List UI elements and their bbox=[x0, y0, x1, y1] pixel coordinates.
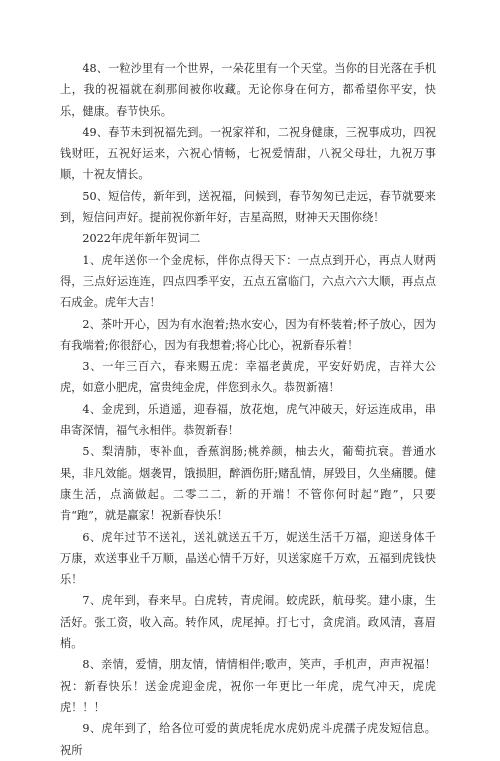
paragraph: 2、茶叶开心，因为有水泡着;热水安心，因为有杯装着;杯子放心，因为有我端着;你很舒心，因为有我想着;将心比心，祝新春乐着！ bbox=[60, 317, 436, 352]
paragraph: 49、春节未到祝福先到。一祝家祥和，二祝身健康，三祝事成功，四祝钱财旺，五祝好运来，六祝心情畅，七祝爱情甜，八祝父母壮，九祝万事顺，十祝友情长。 bbox=[60, 125, 436, 182]
paragraph: 50、短信传，新年到，送祝福，问候到，春节匆匆已走远，春节就要来到，短信问声好。提前祝你新年好，吉星高照，财神天天围你绕！ bbox=[60, 189, 436, 225]
paragraph: 8、亲情，爱情，朋友情，情情相伴;歌声，笑声，手机声，声声祝福！祝：新春快乐！送金虎迎金虎，祝你一年更比一年虎，虎气冲天，虎虎虎！！！ bbox=[60, 658, 436, 714]
paragraph: 48、一粒沙里有一个世界，一朵花里有一个天堂。当你的目光落在手机上，我的祝福就在刹那间被你收藏。无论你身在何方，都希望你平安，快乐，健康。春节快乐。 bbox=[60, 62, 436, 118]
paragraph: 1、虎年送你一个金虎标，伴你点得天下：一点点到开心，再点人财两得，三点好运连连，四点四季平安，五点五富临门，六点六六大顺，再点点石成金。虎年大吉！ bbox=[60, 253, 436, 310]
paragraph: 6、虎年过节不送礼，送礼就送五千万，妮送生活千万福，迎送身体千万康，欢送事业千万顺，晶送心情千万好，贝送家庭千万欢，五福到虎钱快乐！ bbox=[60, 530, 436, 587]
paragraph: 3、一年三百六，春来赐五虎：幸福老黄虎，平安好奶虎，吉祥大公虎，如意小肥虎，富贵纯金虎，伴您到永久。恭贺新禧！ bbox=[60, 360, 436, 395]
section-title: 2022年虎年新年贺词二 bbox=[82, 232, 201, 246]
paragraph: 7、虎年到，春来早。白虎转，青虎闹。蛟虎跃，航母奖。建小康，生活好。张工资，收入高。转作风，虎尾掉。打七寸，贪虎消。政风清，喜眉梢。 bbox=[60, 594, 436, 651]
body-text bbox=[60, 58, 436, 761]
paragraph: 4、金虎到，乐逍遥，迎春福，放花炮，虎气冲破天，好运连成串，串串寄深情，福气永相伴。恭贺新春！ bbox=[60, 402, 436, 438]
paragraph: 9、虎年到了，给各位可爱的黄虎牦虎水虎奶虎斗虎孺子虎发短信息。祝所 bbox=[60, 722, 436, 757]
paragraph: 5、梨清肺，枣补血，香蕉润肠;桃养颜，柚去火，葡萄抗衰。普通水果，非凡效能。烟袭胃，饿损胆，醉酒伤肝;赌乱情，屏毁目，久坐痛腰。健康生活，点滴做起。二零二二，新的开端！不管你何时起“跑”，只要肯“跑”，就是赢家！祝新春快乐！ bbox=[60, 445, 436, 523]
